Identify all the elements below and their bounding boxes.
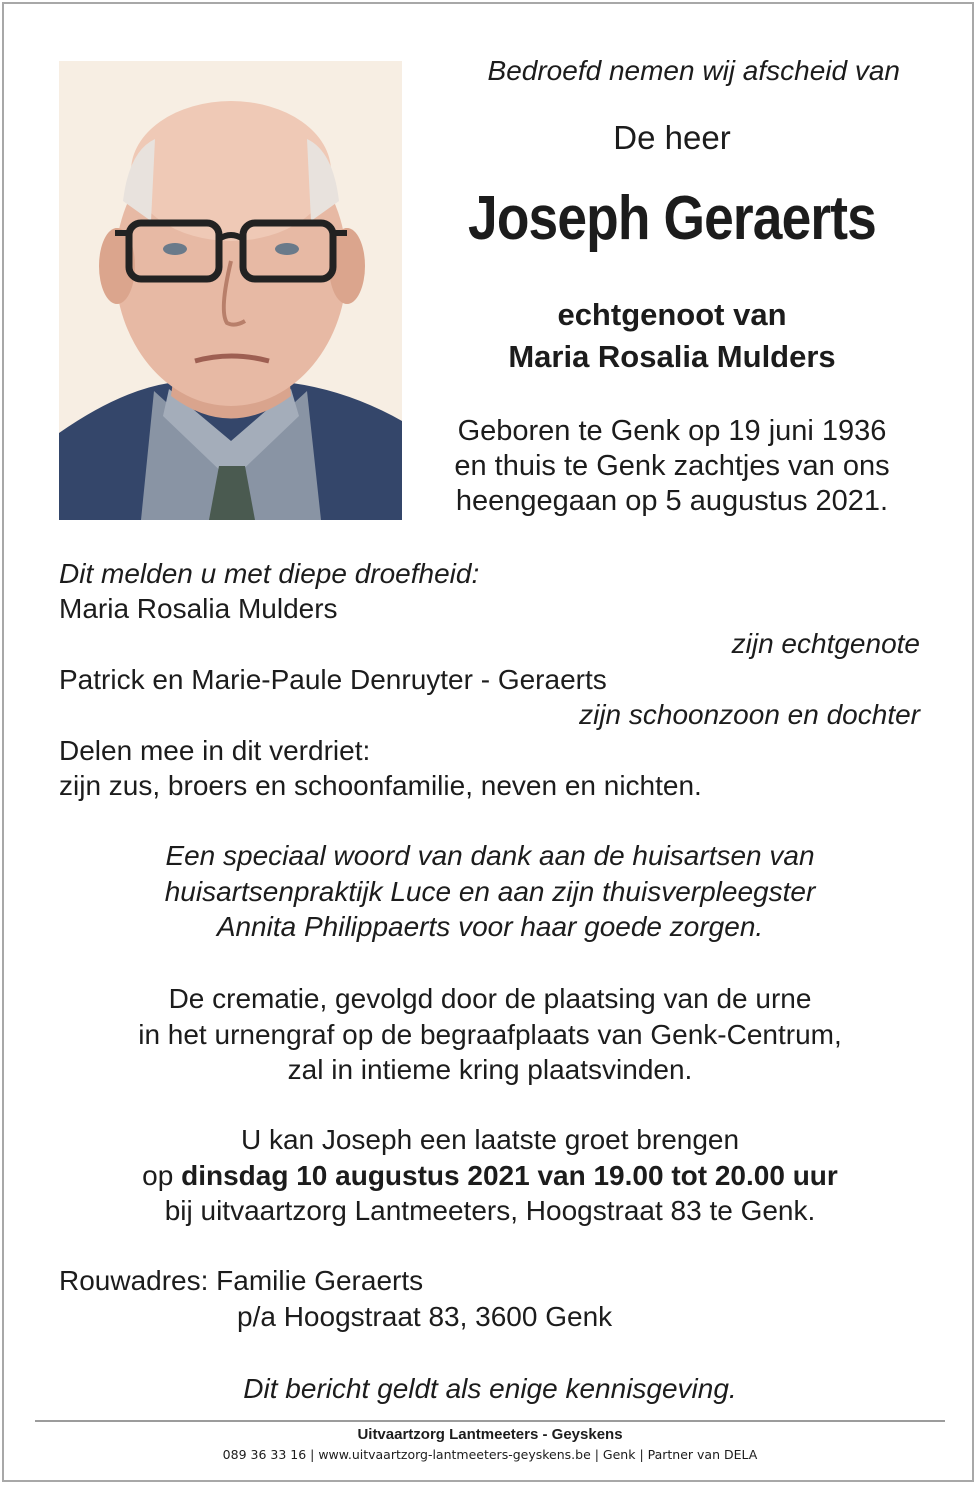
- share-intro: Delen mee in dit verdriet:: [59, 735, 371, 766]
- family-member-name: Maria Rosalia Mulders: [59, 593, 338, 624]
- address-line: p/a Hoogstraat 83, 3600 Genk: [237, 1301, 613, 1332]
- portrait-photo: [59, 61, 402, 520]
- notice-text: Dit bericht geldt als enige kennisgeving.: [243, 1373, 737, 1404]
- cremation-line: De crematie, gevolgd door de plaatsing van de urne: [168, 983, 812, 1014]
- deceased-title: De heer: [613, 119, 731, 156]
- thanks-paragraph: [40, 838, 940, 945]
- thanks-line: Een speciaal woord van dank aan de huisartsen van: [165, 840, 815, 871]
- birth-death-info: [430, 414, 914, 519]
- farewell-date-line: [40, 1158, 940, 1194]
- family-member-relation: zijn echtgenote: [731, 628, 920, 659]
- cremation-line: zal in intieme kring plaatsvinden.: [287, 1054, 693, 1085]
- cremation-paragraph: [40, 981, 940, 1088]
- thanks-line: Annita Philippaerts voor haar goede zorgen.: [216, 911, 764, 942]
- birth-line: en thuis te Genk zachtjes van ons: [454, 450, 890, 482]
- farewell-prefix: op: [142, 1159, 182, 1191]
- spouse-name: Maria Rosalia Mulders: [508, 339, 836, 374]
- birth-line: Geboren te Genk op 19 juni 1936: [457, 415, 887, 447]
- family-member-name: Patrick en Marie-Paule Denruyter - Geraerts: [59, 664, 607, 695]
- family-announce: Dit melden u met diepe droefheid:: [59, 558, 480, 589]
- family-member-relation: zijn schoonzoon en dochter: [579, 699, 920, 730]
- cremation-line: in het urnengraf op de begraafplaats van Genk-Centrum,: [138, 1018, 842, 1050]
- spouse-relation: echtgenoot van: [557, 297, 787, 332]
- birth-line: heengegaan op 5 augustus 2021.: [455, 485, 889, 517]
- farewell-paragraph: [40, 1122, 940, 1229]
- address-line: Rouwadres: Familie Geraerts: [59, 1265, 424, 1296]
- footer-company: Uitvaartzorg Lantmeeters - Geyskens: [357, 1426, 623, 1443]
- deceased-name: Joseph Geraerts: [468, 184, 876, 253]
- farewell-line: U kan Joseph een laatste groet brengen: [240, 1124, 740, 1155]
- footer-contact: 089 36 33 16 | www.uitvaartzorg-lantmeeters-geyskens.be | Genk | Partner van DELA: [222, 1447, 758, 1462]
- thanks-line: huisartsenpraktijk Luce en aan zijn thuisverpleegster: [164, 875, 816, 907]
- farewell-date: dinsdag 10 augustus 2021 van 19.00 tot 20.00 uur: [181, 1159, 838, 1191]
- footer-divider: [35, 1420, 945, 1422]
- intro-text: Bedroefd nemen wij afscheid van: [487, 55, 900, 86]
- share-list: zijn zus, broers en schoonfamilie, neven en nichten.: [59, 770, 702, 801]
- farewell-line: bij uitvaartzorg Lantmeeters, Hoogstraat 83 te Genk.: [164, 1195, 816, 1226]
